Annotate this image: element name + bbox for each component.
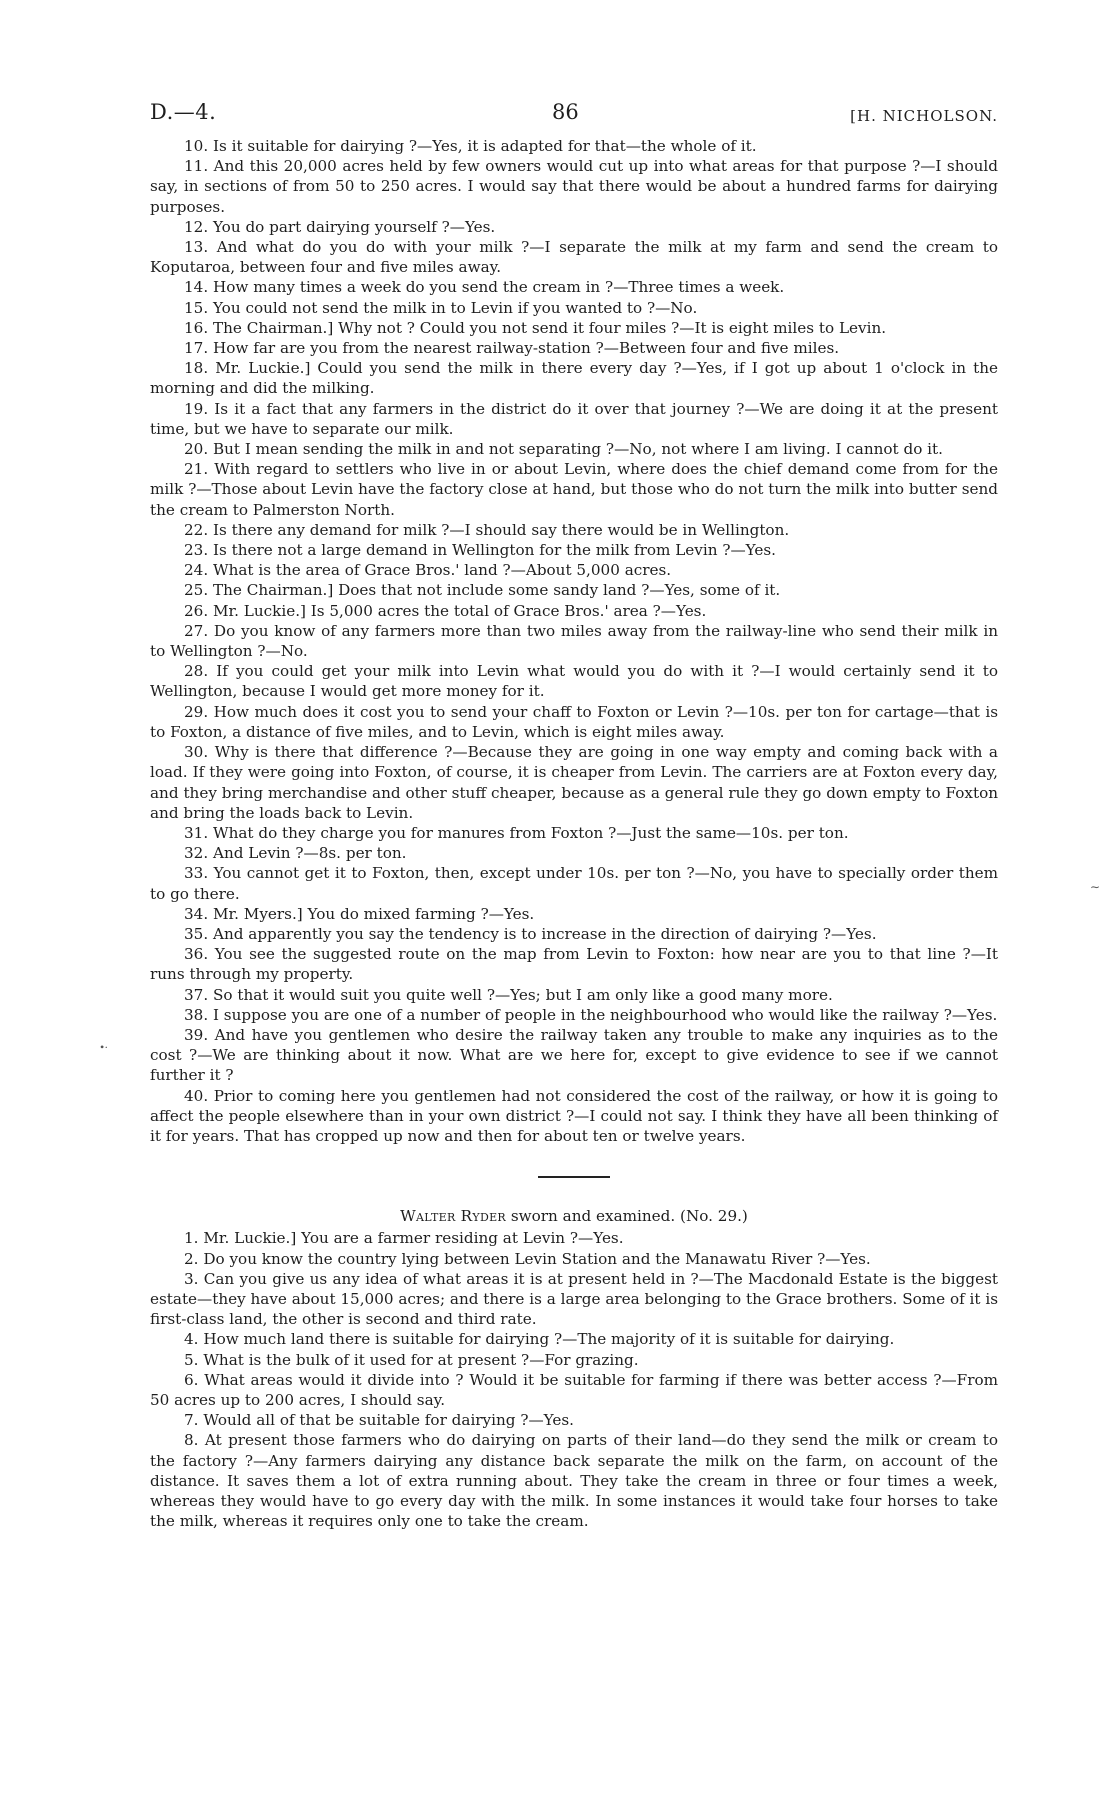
witness-name-header: [H. NICHOLSON. [850,107,998,125]
testimony-paragraph: 33. You cannot get it to Foxton, then, except under 10s. per ton ?—No, you have to specially order them to go there. [150,864,998,903]
testimony-paragraph: 1. Mr. Luckie.] You are a farmer residing at Levin ?—Yes. [184,1229,624,1248]
testimony-paragraph: 32. And Levin ?—8s. per ton. [184,844,407,863]
testimony-nicholson [150,136,998,1146]
testimony-paragraph: 2. Do you know the country lying between Levin Station and the Manawatu River ?—Yes. [184,1249,871,1268]
testimony-paragraph: 31. What do they charge you for manures from Foxton ?—Just the same—10s. per ton. [184,823,849,842]
scan-speck-mark: ∼ [1090,880,1101,894]
testimony-paragraph: 29. How much does it cost you to send your chaff to Foxton or Levin ?—10s. per ton for cartage—that is to Foxton, a distance of five miles, and to Levin, which is eight miles away. [150,702,998,741]
testimony-ryder [150,1228,998,1531]
testimony-paragraph: 38. I suppose you are one of a number of people in the neighbourhood who would like the railway ?—Yes. [184,1005,998,1024]
testimony-paragraph: 39. And have you gentlemen who desire the railway taken any trouble to make any inquiries as to the cost ?—We are thinking about it now. What are we here for, except to give evidence to see if we cannot further it ? [150,1025,998,1085]
testimony-paragraph: 6. What areas would it divide into ? Would it be suitable for farming if there was better access ?—From 50 acres up to 200 acres, I should say. [150,1370,998,1409]
testimony-paragraph: 4. How much land there is suitable for dairying ?—The majority of it is suitable for dairying. [184,1330,895,1349]
testimony-paragraph: 11. And this 20,000 acres held by few owners would cut up into what areas for that purpose ?—I should say, in sections of from 50 to 250 acres. I would say that there would be about a hundred farms for dairying purposes. [150,157,998,216]
testimony-paragraph: 16. The Chairman.] Why not ? Could you not send it four miles ?—It is eight miles to Levin. [184,318,887,337]
testimony-paragraph: 18. Mr. Luckie.] Could you send the milk in there every day ?—Yes, if I got up about 1 o'clock in the morning and did the milking. [150,359,998,398]
testimony-paragraph: 34. Mr. Myers.] You do mixed farming ?—Yes. [184,904,535,923]
witness-name: Walter Ryder [400,1207,506,1226]
witness-heading [150,1206,998,1226]
witness-heading-text: sworn and examined. (No. 29.) [506,1207,748,1226]
testimony-paragraph: 13. And what do you do with your milk ?—I separate the milk at my farm and send the cream to Koputaroa, between four and five miles away. [150,238,998,277]
testimony-paragraph: 22. Is there any demand for milk ?—I should say there would be in Wellington. [184,520,790,539]
testimony-paragraph: 35. And apparently you say the tendency is to increase in the direction of dairying ?—Yes. [184,924,877,943]
testimony-paragraph: 26. Mr. Luckie.] Is 5,000 acres the total of Grace Bros.' area ?—Yes. [184,601,707,620]
testimony-paragraph: 10. Is it suitable for dairying ?—Yes, it is adapted for that—the whole of it. [184,137,757,155]
testimony-paragraph: 5. What is the bulk of it used for at present ?—For grazing. [184,1350,639,1369]
testimony-paragraph: 3. Can you give us any idea of what areas it is at present held in ?—The Macdonald Estate is the biggest estate—they have about 15,000 acres; and there is a large area belonging to the Grace brothers. Some of it is first-class land, the other is second and third rate. [150,1269,998,1329]
testimony-paragraph: 19. Is it a fact that any farmers in the district do it over that journey ?—We are doing it at the present time, but we have to separate our milk. [150,399,998,438]
testimony-paragraph: 25. The Chairman.] Does that not include some sandy land ?—Yes, some of it. [184,581,781,600]
testimony-paragraph: 15. You could not send the milk in to Levin if you wanted to ?—No. [184,298,698,317]
page-header [150,96,998,136]
testimony-paragraph: 20. But I mean sending the milk in and not separating ?—No, not where I am living. I cannot do it. [184,440,943,459]
testimony-paragraph: 24. What is the area of Grace Bros.' land ?—About 5,000 acres. [184,561,672,580]
page-number: 86 [552,100,579,124]
testimony-paragraph: 28. If you could get your milk into Levin what would you do with it ?—I would certainly send it to Wellington, because I would get more money for it. [150,662,998,701]
document-reference: D.—4. [150,100,217,124]
scan-speck-mark: •· [100,1040,109,1054]
testimony-paragraph: 30. Why is there that difference ?—Because they are going in one way empty and coming back with a load. If they were going into Foxton, of course, it is cheaper from Levin. The carriers are at Foxton every day, and they bring merchandise and other stuff cheaper, because as a general rule they go down empty to Foxton and bring the loads back to Levin. [150,743,998,822]
testimony-paragraph: 36. You see the suggested route on the map from Levin to Foxton: how near are you to that line ?—It runs through my property. [150,945,998,984]
testimony-paragraph: 7. Would all of that be suitable for dairying ?—Yes. [184,1411,574,1430]
document-page [150,96,998,1531]
testimony-paragraph: 27. Do you know of any farmers more than two miles away from the railway-line who send their milk in to Wellington ?—No. [150,621,998,661]
testimony-paragraph: 17. How far are you from the nearest railway-station ?—Between four and five miles. [184,339,840,358]
testimony-paragraph: 12. You do part dairying yourself ?—Yes. [184,217,496,236]
testimony-paragraph: 21. With regard to settlers who live in or about Levin, where does the chief demand come from for the milk ?—Those about Levin have the factory close at hand, but those who do not turn the milk into butter send the cream to Palmerston North. [150,460,998,519]
section-divider [538,1176,610,1178]
testimony-paragraph: 37. So that it would suit you quite well ?—Yes; but I am only like a good many more. [184,985,833,1004]
testimony-paragraph: 23. Is there not a large demand in Wellington for the milk from Levin ?—Yes. [184,541,776,560]
testimony-paragraph: 14. How many times a week do you send the cream in ?—Three times a week. [184,278,785,297]
testimony-paragraph: 8. At present those farmers who do dairying on parts of their land—do they send the milk or cream to the factory ?—Any farmers dairying any distance back separate the milk on the farm, on account of the distance. It saves them a lot of extra running about. They take the cream in three or four times a week, whereas they would have to go every day with the milk. In some instances it would take four horses to take the milk, whereas it requires only one to take the cream. [150,1431,998,1531]
testimony-paragraph: 40. Prior to coming here you gentlemen had not considered the cost of the railway, or how it is going to affect the people elsewhere than in your own district ?—I could not say. I think they have all been thinking of it for years. That has cropped up now and then for about ten or twelve years. [150,1086,998,1145]
